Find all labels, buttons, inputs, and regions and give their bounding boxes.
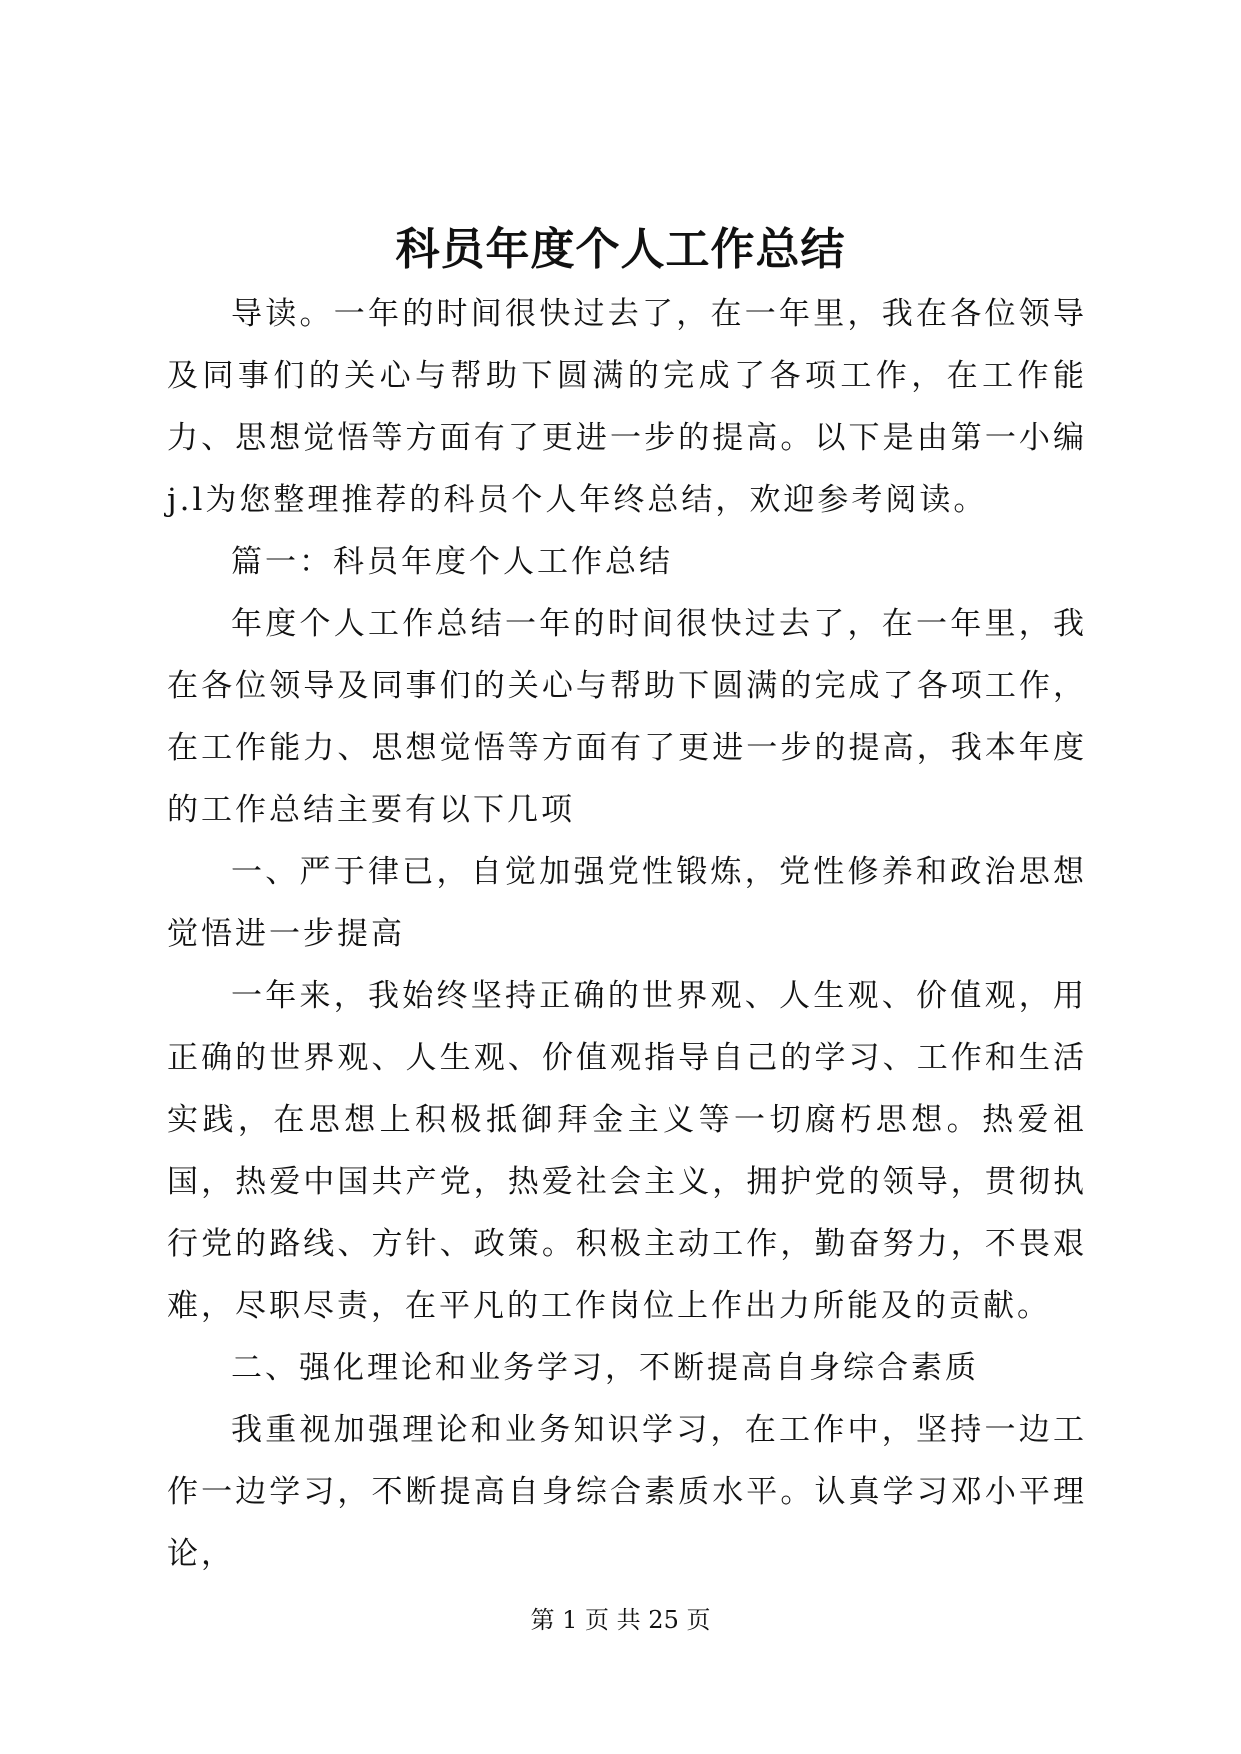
paragraph-intro: 导读。一年的时间很快过去了，在一年里，我在各位领导及同事们的关心与帮助下圆满的完成了各项工作，在工作能力、思想觉悟等方面有了更进一步的提高。以下是由第一小编j.l为您整理推荐的科员个人年终总结，欢迎参考阅读。 <box>167 296 1087 518</box>
document-title: 科员年度个人工作总结 <box>395 224 846 275</box>
paragraph-summary: 年度个人工作总结一年的时间很快过去了，在一年里，我在各位领导及同事们的关心与帮助下圆满的完成了各项工作，在工作能力、思想觉悟等方面有了更进一步的提高，我本年度的工作总结主要有以下几项 <box>167 606 1087 828</box>
document-body <box>167 283 1087 1585</box>
page-number-footer: 第 1 页 共 25 页 <box>530 1606 711 1634</box>
paragraph-heading-two: 二、强化理论和业务学习，不断提高自身综合素质 <box>231 1350 979 1386</box>
paragraph-content-one: 一年来，我始终坚持正确的世界观、人生观、价值观，用正确的世界观、人生观、价值观指导自己的学习、工作和生活实践，在思想上积极抵御拜金主义等一切腐朽思想。热爱祖国，热爱中国共产党，热爱社会主义，拥护党的领导，贯彻执行党的路线、方针、政策。积极主动工作，勤奋努力，不畏艰难，尽职尽责，在平凡的工作岗位上作出力所能及的贡献。 <box>167 978 1087 1324</box>
paragraph-section-title: 篇一：科员年度个人工作总结 <box>231 544 673 580</box>
paragraph-heading-one: 一、严于律已，自觉加强党性锻炼，党性修养和政治思想觉悟进一步提高 <box>167 854 1087 952</box>
paragraph-content-two: 我重视加强理论和业务知识学习，在工作中，坚持一边工作一边学习，不断提高自身综合素质水平。认真学习邓小平理论， <box>167 1412 1087 1572</box>
